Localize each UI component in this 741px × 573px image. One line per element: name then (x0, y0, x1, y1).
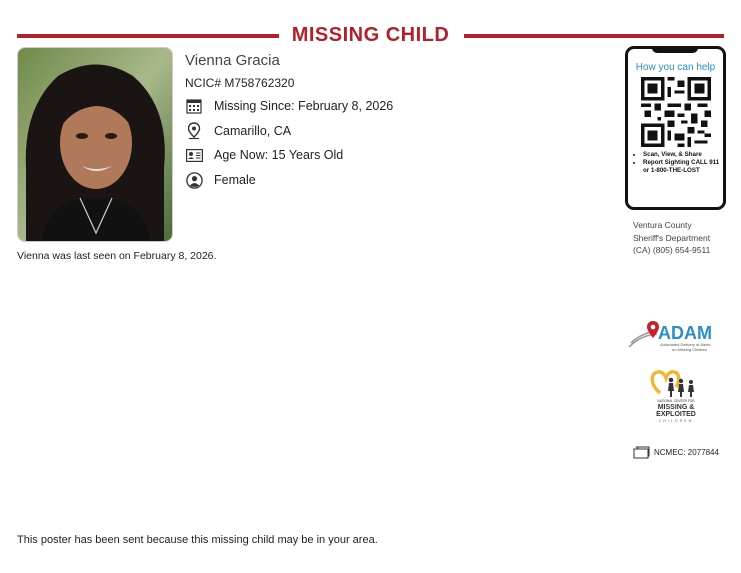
folder-icon (633, 446, 650, 459)
missing-since-text: Missing Since: February 8, 2026 (214, 99, 394, 113)
gender-row (185, 170, 256, 190)
ncmec-line1: NATIONAL CENTER FOR (657, 399, 695, 403)
age-row (185, 145, 343, 165)
last-seen-text: Vienna was last seen on February 8, 2026. (17, 250, 217, 262)
footer-notice: This poster has been sent because this missing child may be in your area. (17, 534, 378, 546)
agency-contact (633, 219, 710, 257)
agency-phone[interactable]: (CA) (805) 654-9511 (633, 245, 711, 255)
ncmec-case (633, 446, 719, 459)
adam-tagline-2: on Missing Children (672, 347, 708, 352)
location-pin-icon (185, 122, 203, 140)
id-card-icon (185, 146, 203, 164)
ncmec-logo (646, 369, 706, 427)
help-heading: How you can help (635, 62, 716, 73)
help-bullet-report: • Report Sighting CALL 911 or 1-800-THE-LOST (643, 159, 723, 175)
ncmec-line4: CHILDREN (658, 419, 694, 423)
age-text: Age Now: 15 Years Old (214, 148, 344, 162)
help-bullet-scan: • Scan, View, & Share (643, 151, 723, 159)
gender-text: Female (214, 173, 256, 187)
phone-notch (652, 48, 698, 53)
location-row (185, 121, 291, 141)
ncmec-line2: MISSING & (657, 404, 695, 411)
adam-wordmark: ADAM (658, 323, 712, 343)
agency-line1: Ventura County (633, 220, 692, 230)
phone-help-card (625, 46, 726, 210)
location-text: Camarillo, CA (214, 124, 292, 138)
calendar-icon (185, 97, 203, 115)
person-icon (185, 171, 203, 189)
ncic-number: NCIC# M758762320 (185, 76, 295, 90)
child-photo (17, 47, 173, 242)
ncmec-case-number: NCMEC: 2077844 (654, 448, 719, 457)
child-name: Vienna Gracia (185, 52, 280, 69)
adam-logo (627, 319, 721, 355)
help-list (631, 151, 723, 175)
qr-code[interactable] (641, 77, 711, 147)
missing-since-row (185, 96, 393, 116)
agency-line2: Sheriff's Department (633, 232, 711, 243)
poster-title: MISSING CHILD (0, 24, 741, 47)
adam-tagline: Automated Delivery of Alerts (660, 342, 711, 347)
ncmec-line3: EXPLOITED (656, 411, 696, 418)
